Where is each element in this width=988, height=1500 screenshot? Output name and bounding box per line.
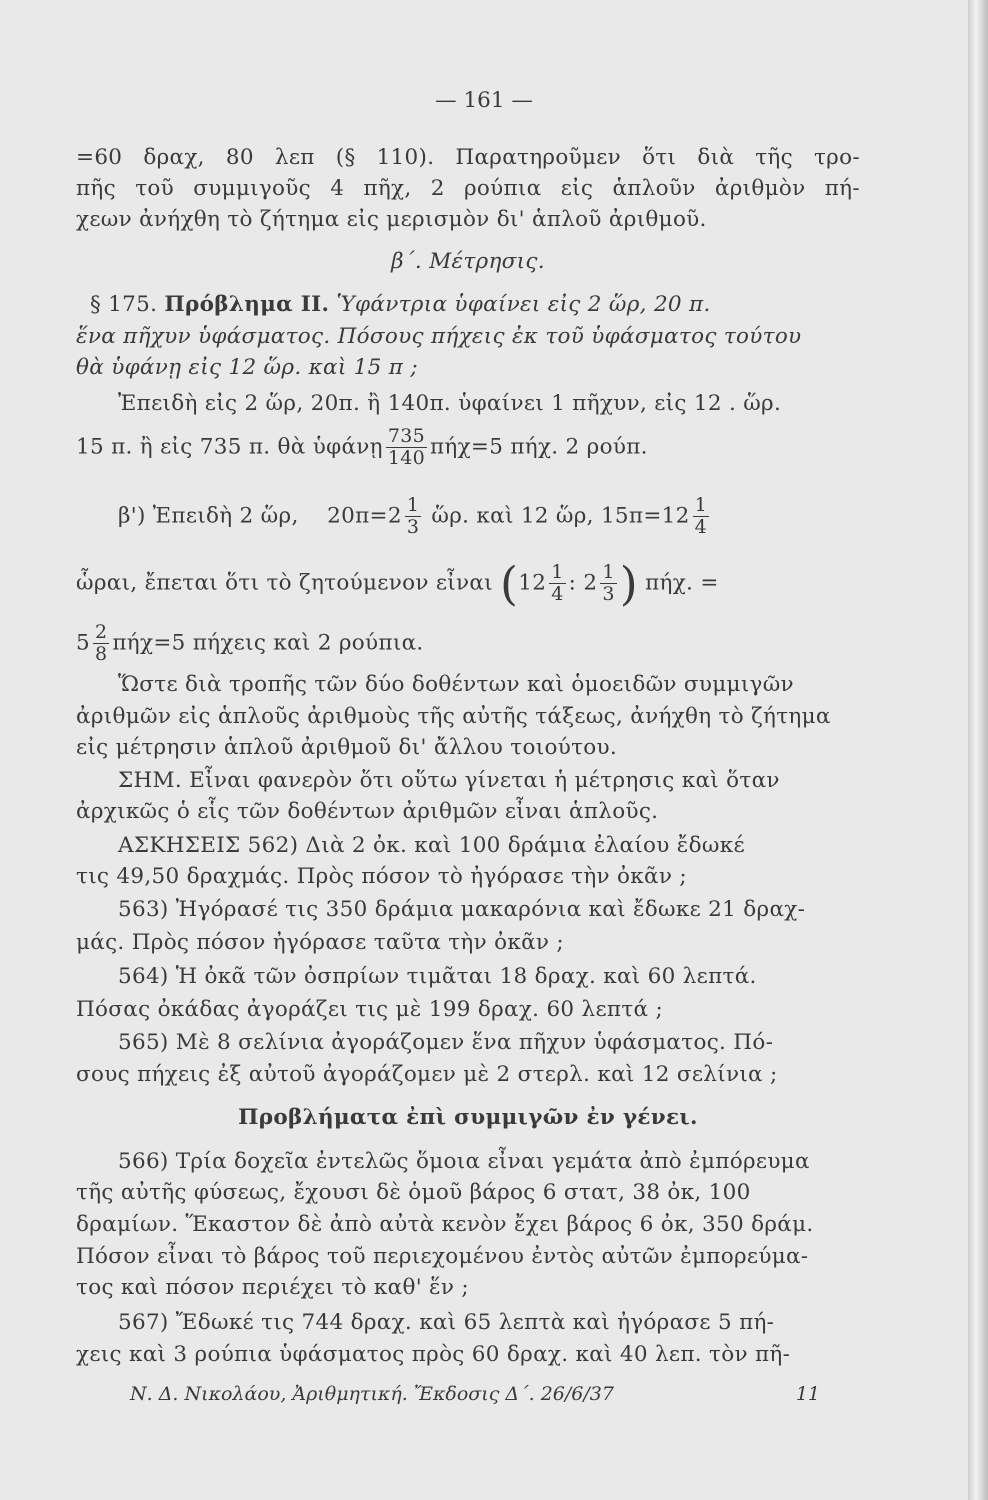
problem-title: Πρόβλημα ΙΙ. bbox=[164, 292, 330, 317]
solution-text: 15 π. ἢ εἰς 735 π. θὰ ὑφάνῃ bbox=[76, 434, 383, 460]
text-line bbox=[76, 174, 860, 204]
word: εἰς bbox=[560, 176, 594, 201]
fraction-numerator: 1 bbox=[551, 561, 564, 583]
problem-statement: Ὑφάντρια ὑφαίνει εἰς 2 ὥρ, 20 π. bbox=[336, 292, 711, 317]
problem-header bbox=[76, 290, 860, 320]
word: λεπ bbox=[274, 145, 315, 170]
word: συμμιγοῦς bbox=[193, 176, 311, 201]
fraction-numerator: 735 bbox=[387, 425, 425, 447]
problem-label: § 175. bbox=[90, 292, 158, 317]
fraction bbox=[93, 622, 109, 665]
solution-text: πήχ. = bbox=[645, 570, 719, 596]
solution-line bbox=[76, 622, 860, 665]
close-parenthesis: ) bbox=[619, 556, 638, 611]
fraction bbox=[693, 495, 709, 538]
word: τρο- bbox=[813, 145, 860, 170]
solution-text: : 2 bbox=[568, 570, 598, 596]
word: τῆς bbox=[755, 145, 793, 170]
solution-line bbox=[76, 426, 860, 469]
solution-line bbox=[76, 556, 860, 611]
fraction bbox=[405, 495, 421, 538]
word: πῆς bbox=[76, 176, 116, 201]
problem-line: τῆς αὐτῆς φύσεως, ἔχουσι δὲ ὁμοῦ βάρος 6 στατ, 38 ὀκ, 100 bbox=[76, 1180, 751, 1205]
word: 80 bbox=[225, 145, 254, 170]
solution-text: 20π=2 bbox=[327, 503, 402, 529]
exercise-line: μάς. Πρὸς πόσον ἠγόρασε ταῦτα τὴν ὀκᾶν ; bbox=[76, 930, 564, 955]
conclusion-line: εἰς μέτρησιν ἁπλοῦ ἀριθμοῦ δι' ἄλλου τοιούτου. bbox=[76, 735, 618, 760]
problem-line: δραμίων. Ἕκαστον δὲ ἀπὸ αὐτὰ κενὸν ἔχει βάρος 6 ὀκ, 350 δράμ. bbox=[76, 1212, 814, 1237]
problem-line: χεις καὶ 3 ρούπια ὑφάσματος πρὸς 60 δραχ. καὶ 40 λεπ. τὸν πῆ- bbox=[76, 1342, 791, 1367]
word: πή- bbox=[824, 176, 860, 201]
exercise-line: Πόσας ὀκάδας ἀγοράζει τις μὲ 199 δραχ. 60 λεπτά ; bbox=[76, 997, 664, 1022]
word: =60 bbox=[76, 145, 123, 170]
conclusion-line: Ὥστε διὰ τροπῆς τῶν δύο δοθέντων καὶ ὁμοειδῶν συμμιγῶν bbox=[118, 672, 794, 697]
word: 4 bbox=[330, 176, 345, 201]
footer-citation: Ν. Δ. Νικολάου, Ἀριθμητική. Ἔκδοσις Δ΄. 26/6/37 bbox=[130, 1383, 614, 1405]
word: ἁπλοῦν bbox=[612, 176, 696, 201]
conclusion-line: ἀριθμῶν εἰς ἁπλοῦς ἀριθμοὺς τῆς αὐτῆς τάξεως, ἀνήχθη τὸ ζήτημα bbox=[76, 704, 831, 729]
footer-signature: 11 bbox=[795, 1383, 820, 1405]
solution-text: πήχ=5 πήχ. 2 ρούπ. bbox=[429, 434, 648, 460]
problem-line: τος καὶ πόσον περιέχει τὸ καθ' ἕν ; bbox=[76, 1275, 469, 1300]
page-number: — 161 — bbox=[435, 88, 533, 113]
solution-text: πήχ=5 πήχεις καὶ 2 ρούπια. bbox=[112, 630, 424, 656]
word: ἀριθμὸν bbox=[714, 176, 806, 201]
text-line bbox=[76, 143, 860, 173]
word: δραχ, bbox=[143, 145, 205, 170]
word: Παρατηροῦμεν bbox=[455, 145, 622, 170]
note-line: ΣΗΜ. Εἶναι φανερὸν ὅτι οὕτω γίνεται ἡ μέτρησις καὶ ὅταν bbox=[118, 768, 780, 793]
fraction-denominator: 8 bbox=[94, 643, 108, 665]
solution-text: ὥρ. καὶ 12 ὥρ, 15π=12 bbox=[431, 503, 690, 529]
problem-statement: θὰ ὑφάνῃ εἰς 12 ὥρ. καὶ 15 π ; bbox=[76, 355, 418, 380]
exercise-line: 565) Μὲ 8 σελίνια ἀγοράζομεν ἕνα πῆχυν ὑφάσματος. Πό- bbox=[118, 1030, 774, 1055]
fraction-numerator: 1 bbox=[694, 494, 708, 516]
solution-line: Ἐπειδὴ εἰς 2 ὥρ, 20π. ἢ 140π. ὑφαίνει 1 πῆχυν, εἰς 12 . ὥρ. bbox=[118, 391, 782, 416]
word: 110). bbox=[376, 145, 435, 170]
fraction-denominator: 4 bbox=[551, 583, 564, 605]
problem-statement: ἕνα πῆχυν ὑφάσματος. Πόσους πήχεις ἐκ τοῦ ὑφάσματος τούτου bbox=[76, 324, 802, 349]
word: διὰ bbox=[697, 145, 735, 170]
solution-text: ὧραι, ἔπεται ὅτι τὸ ζητούμενον εἶναι bbox=[76, 570, 493, 596]
page-edge bbox=[968, 0, 988, 1500]
fraction-numerator: 1 bbox=[602, 561, 615, 583]
exercise-line: σους πήχεις ἐξ αὐτοῦ ἀγοράζομεν μὲ 2 στερλ. καὶ 12 σελίνια ; bbox=[76, 1062, 778, 1087]
page-footer bbox=[130, 1383, 820, 1405]
problem-line: 566) Τρία δοχεῖα ἐντελῶς ὅμοια εἶναι γεμάτα ἀπὸ ἐμπόρευμα bbox=[118, 1149, 810, 1174]
word: τοῦ bbox=[135, 176, 174, 201]
solution-text: 5 bbox=[76, 630, 90, 656]
fraction-denominator: 3 bbox=[602, 583, 615, 605]
solution-line bbox=[76, 495, 860, 538]
section-title: Προβλήματα ἐπὶ συμμιγῶν ἐν γένει. bbox=[238, 1105, 698, 1130]
word: ρούπια bbox=[463, 176, 542, 201]
fraction bbox=[600, 562, 616, 605]
fraction-numerator: 1 bbox=[406, 494, 420, 516]
exercise-line: τις 49,50 δραχμάς. Πρὸς πόσον τὸ ἠγόρασε τὴν ὀκᾶν ; bbox=[76, 864, 687, 889]
fraction bbox=[549, 562, 565, 605]
text-line: χεων ἀνήχθη τὸ ζήτημα εἰς μερισμὸν δι' ἁπλοῦ ἀριθμοῦ. bbox=[76, 207, 707, 232]
word: ὅτι bbox=[642, 145, 677, 170]
word: (§ bbox=[335, 145, 356, 170]
exercise-line: 564) Ἡ ὀκᾶ τῶν ὀσπρίων τιμᾶται 18 δραχ. καὶ 60 λεπτά. bbox=[118, 964, 757, 989]
word: 2 bbox=[430, 176, 445, 201]
solution-text: β') Ἐπειδὴ 2 ὥρ, bbox=[118, 503, 299, 529]
fraction-denominator: 4 bbox=[694, 516, 708, 538]
fraction bbox=[386, 426, 427, 469]
fraction-denominator: 3 bbox=[406, 516, 420, 538]
word: πῆχ, bbox=[363, 176, 412, 201]
problem-line: 567) Ἔδωκέ τις 744 δραχ. καὶ 65 λεπτὰ καὶ ἠγόρασε 5 πή- bbox=[118, 1310, 775, 1335]
problem-line: Πόσον εἶναι τὸ βάρος τοῦ περιεχομένου ἐντὸς αὐτῶν ἐμπορεύμα- bbox=[76, 1244, 809, 1269]
exercise-line: 563) Ἠγόρασέ τις 350 δράμια μακαρόνια καὶ ἔδωκε 21 δραχ- bbox=[118, 897, 806, 922]
exercise-line: ΑΣΚΗΣΕΙΣ 562) Διὰ 2 ὀκ. καὶ 100 δράμια ἐλαίου ἔδωκέ bbox=[118, 833, 745, 858]
note-line: ἀρχικῶς ὁ εἷς τῶν δοθέντων ἀριθμῶν εἶναι ἁπλοῦς. bbox=[76, 799, 659, 824]
solution-text: 12 bbox=[518, 570, 547, 596]
subsection-title: β΄. Μέτρησις. bbox=[391, 249, 545, 274]
fraction-numerator: 2 bbox=[94, 621, 108, 643]
fraction-denominator: 140 bbox=[387, 447, 425, 469]
open-parenthesis: ( bbox=[500, 556, 519, 611]
